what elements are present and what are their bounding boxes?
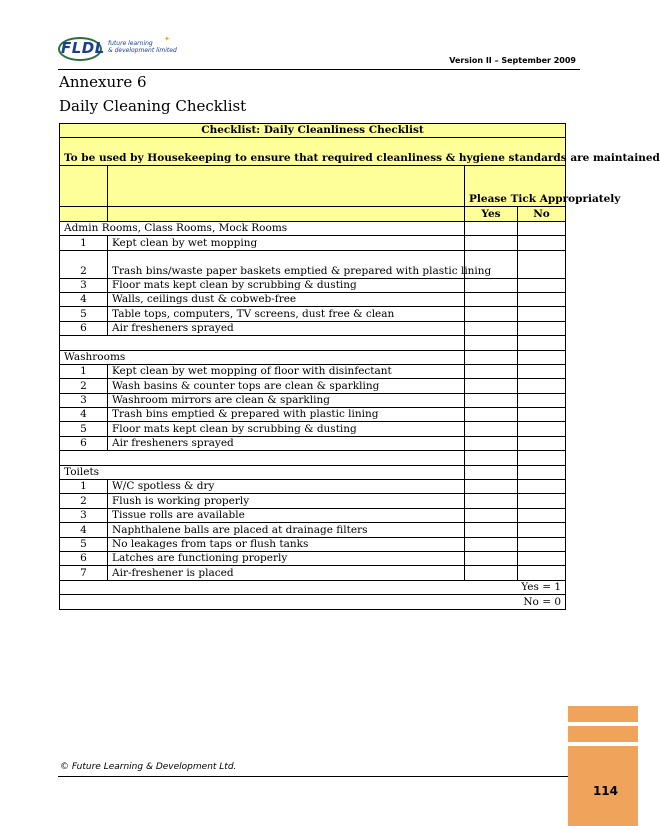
yes-cell[interactable] — [465, 321, 518, 335]
table-row — [60, 307, 566, 321]
no-cell[interactable] — [518, 566, 566, 580]
no-cell[interactable] — [518, 480, 566, 494]
table-row — [60, 278, 566, 292]
yes-no-header-row — [60, 207, 566, 221]
table-row — [60, 379, 566, 393]
item-text: Kept clean by wet mopping — [108, 236, 465, 250]
item-text: Washroom mirrors are clean & sparkling — [108, 393, 465, 407]
yes-cell[interactable] — [465, 551, 518, 565]
item-text: Tissue rolls are available — [108, 508, 465, 522]
annexure-heading: Annexure 6 — [59, 73, 147, 91]
yes-cell[interactable] — [465, 236, 518, 250]
yes-cell[interactable] — [465, 364, 518, 378]
logo-text: FLDL — [61, 39, 105, 57]
logo-star-icon: ✦ — [164, 35, 170, 43]
spacer-row — [60, 336, 566, 350]
section-row — [60, 350, 566, 364]
item-text: Wash basins & counter tops are clean & sparkling — [108, 379, 465, 393]
no-cell[interactable] — [518, 379, 566, 393]
table-row — [60, 551, 566, 565]
yes-header: Yes — [465, 207, 518, 221]
item-number: 7 — [60, 566, 108, 580]
item-number: 1 — [60, 364, 108, 378]
table-row — [60, 422, 566, 436]
tick-header-row — [60, 166, 566, 207]
no-cell[interactable] — [518, 250, 566, 278]
table-row — [60, 408, 566, 422]
no-cell[interactable] — [518, 494, 566, 508]
item-number: 3 — [60, 508, 108, 522]
item-number: 2 — [60, 250, 108, 278]
no-cell[interactable] — [518, 321, 566, 335]
no-cell[interactable] — [518, 523, 566, 537]
item-text: Latches are functioning properly — [108, 551, 465, 565]
item-text: Table tops, computers, TV screens, dust free & clean — [108, 307, 465, 321]
section-name: Admin Rooms, Class Rooms, Mock Rooms — [60, 221, 465, 235]
no-cell[interactable] — [518, 436, 566, 450]
legend-yes: Yes = 1 — [60, 580, 566, 594]
yes-cell[interactable] — [465, 408, 518, 422]
no-cell[interactable] — [518, 221, 566, 235]
item-text: Floor mats kept clean by scrubbing & dusting — [108, 422, 465, 436]
yes-cell[interactable] — [465, 523, 518, 537]
table-row — [60, 537, 566, 551]
no-cell[interactable] — [518, 408, 566, 422]
footer-rule — [58, 776, 580, 777]
item-text: Flush is working properly — [108, 494, 465, 508]
yes-cell[interactable] — [465, 221, 518, 235]
table-row — [60, 480, 566, 494]
logo-tagline — [108, 40, 177, 54]
table-row — [60, 292, 566, 306]
yes-cell[interactable] — [465, 307, 518, 321]
yes-cell[interactable] — [465, 350, 518, 364]
table-row — [60, 236, 566, 250]
legend-row — [60, 595, 566, 609]
yes-cell[interactable] — [465, 465, 518, 479]
checklist-note-row — [60, 138, 566, 166]
item-number: 4 — [60, 408, 108, 422]
item-number: 6 — [60, 321, 108, 335]
item-number: 1 — [60, 480, 108, 494]
item-text: Air-freshener is placed — [108, 566, 465, 580]
table-row — [60, 321, 566, 335]
page-corner-decoration — [568, 706, 638, 826]
checklist-note: To be used by Housekeeping to ensure that required cleanliness & hygiene standards are maintained — [60, 138, 566, 166]
item-text: Air fresheners sprayed — [108, 321, 465, 335]
logo-tagline-2: & development limited — [108, 47, 177, 54]
item-number: 6 — [60, 551, 108, 565]
checklist-table — [59, 123, 660, 610]
item-number: 6 — [60, 436, 108, 450]
item-text: Walls, ceilings dust & cobweb-free — [108, 292, 465, 306]
checklist-title: Checklist: Daily Cleanliness Checklist — [60, 124, 566, 138]
no-cell[interactable] — [518, 422, 566, 436]
no-cell[interactable] — [518, 393, 566, 407]
section-row — [60, 465, 566, 479]
table-row — [60, 508, 566, 522]
spacer-row — [60, 451, 566, 465]
page-title: Daily Cleaning Checklist — [59, 97, 247, 115]
no-cell[interactable] — [518, 508, 566, 522]
item-number: 2 — [60, 494, 108, 508]
item-number: 2 — [60, 379, 108, 393]
yes-cell[interactable] — [465, 422, 518, 436]
item-number: 3 — [60, 278, 108, 292]
page-number: 114 — [592, 784, 618, 798]
item-number: 3 — [60, 393, 108, 407]
section-row — [60, 221, 566, 235]
no-cell[interactable] — [518, 292, 566, 306]
logo-tagline-1: future learning — [108, 40, 153, 47]
legend-no: No = 0 — [60, 595, 566, 609]
item-number: 4 — [60, 292, 108, 306]
yes-cell[interactable] — [465, 278, 518, 292]
item-number: 5 — [60, 537, 108, 551]
yes-cell[interactable] — [465, 566, 518, 580]
no-header: No — [518, 207, 566, 221]
item-text: Air fresheners sprayed — [108, 436, 465, 450]
table-row — [60, 494, 566, 508]
item-number: 4 — [60, 523, 108, 537]
no-cell[interactable] — [518, 465, 566, 479]
table-row — [60, 436, 566, 450]
section-name: Toilets — [60, 465, 465, 479]
tick-header: Please Tick Appropriately — [465, 166, 566, 207]
item-number: 5 — [60, 422, 108, 436]
no-cell[interactable] — [518, 278, 566, 292]
checklist-title-row — [60, 124, 566, 138]
table-row — [60, 523, 566, 537]
no-cell[interactable] — [518, 537, 566, 551]
item-text: Trash bins/waste paper baskets emptied & prepared with plastic lining — [108, 250, 465, 278]
yes-cell[interactable] — [465, 379, 518, 393]
yes-cell[interactable] — [465, 292, 518, 306]
item-text: No leakages from taps or flush tanks — [108, 537, 465, 551]
item-text: Naphthalene balls are placed at drainage filters — [108, 523, 465, 537]
no-cell[interactable] — [518, 364, 566, 378]
yes-cell[interactable] — [465, 494, 518, 508]
logo — [58, 33, 188, 67]
no-cell[interactable] — [518, 307, 566, 321]
no-cell[interactable] — [518, 236, 566, 250]
table-row — [60, 250, 566, 278]
no-cell[interactable] — [518, 350, 566, 364]
item-text: Kept clean by wet mopping of floor with disinfectant — [108, 364, 465, 378]
table-row — [60, 393, 566, 407]
table-row — [60, 364, 566, 378]
yes-cell[interactable] — [465, 508, 518, 522]
no-cell[interactable] — [518, 551, 566, 565]
item-text: W/C spotless & dry — [108, 480, 465, 494]
item-number: 5 — [60, 307, 108, 321]
legend-row — [60, 580, 566, 594]
footer-copyright: © Future Learning & Development Ltd. — [60, 762, 237, 772]
table-row — [60, 566, 566, 580]
yes-cell[interactable] — [465, 436, 518, 450]
item-text: Floor mats kept clean by scrubbing & dusting — [108, 278, 465, 292]
header-rule — [58, 69, 580, 70]
item-number: 1 — [60, 236, 108, 250]
item-text: Trash bins emptied & prepared with plastic lining — [108, 408, 465, 422]
version-label: Version II – September 2009 — [449, 56, 576, 65]
yes-cell[interactable] — [465, 537, 518, 551]
yes-cell[interactable] — [465, 480, 518, 494]
yes-cell[interactable] — [465, 393, 518, 407]
section-name: Washrooms — [60, 350, 465, 364]
